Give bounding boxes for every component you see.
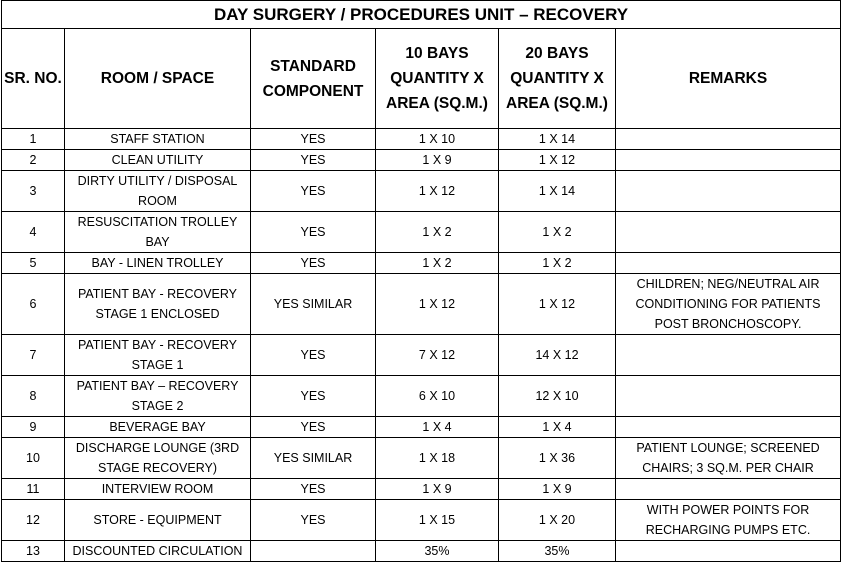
cell-remarks [616, 129, 841, 150]
cell-remarks [616, 479, 841, 500]
cell-remarks: WITH POWER POINTS FOR RECHARGING PUMPS ETC. [616, 500, 841, 541]
table-row [2, 129, 841, 150]
table-row [2, 212, 841, 253]
cell-remarks [616, 150, 841, 171]
table-row [2, 376, 841, 417]
cell-20-bays: 35% [499, 541, 616, 562]
cell-20-bays: 14 X 12 [499, 335, 616, 376]
cell-standard-component: YES [251, 376, 376, 417]
cell-10-bays: 6 X 10 [376, 376, 499, 417]
cell-standard-component [251, 541, 376, 562]
cell-room-space: PATIENT BAY – RECOVERY STAGE 2 [65, 376, 251, 417]
cell-standard-component: YES [251, 212, 376, 253]
cell-sr-no: 4 [2, 212, 65, 253]
cell-remarks [616, 212, 841, 253]
cell-room-space: STORE - EQUIPMENT [65, 500, 251, 541]
cell-20-bays: 1 X 4 [499, 417, 616, 438]
header-10-bays: 10 BAYS QUANTITY X AREA (SQ.M.) [376, 29, 499, 129]
cell-10-bays: 1 X 12 [376, 171, 499, 212]
table-row [2, 438, 841, 479]
table-row [2, 150, 841, 171]
cell-standard-component: YES [251, 150, 376, 171]
table-row [2, 274, 841, 335]
cell-remarks [616, 335, 841, 376]
cell-10-bays: 1 X 12 [376, 274, 499, 335]
cell-sr-no: 8 [2, 376, 65, 417]
cell-room-space: INTERVIEW ROOM [65, 479, 251, 500]
cell-sr-no: 6 [2, 274, 65, 335]
table-row [2, 417, 841, 438]
header-row [2, 29, 841, 129]
cell-room-space: DISCHARGE LOUNGE (3RD STAGE RECOVERY) [65, 438, 251, 479]
cell-room-space: STAFF STATION [65, 129, 251, 150]
cell-20-bays: 1 X 2 [499, 253, 616, 274]
table-row [2, 171, 841, 212]
cell-20-bays: 1 X 20 [499, 500, 616, 541]
cell-sr-no: 2 [2, 150, 65, 171]
cell-room-space: BEVERAGE BAY [65, 417, 251, 438]
cell-20-bays: 12 X 10 [499, 376, 616, 417]
cell-20-bays: 1 X 36 [499, 438, 616, 479]
cell-remarks [616, 171, 841, 212]
cell-10-bays: 1 X 2 [376, 253, 499, 274]
header-room-space: ROOM / SPACE [65, 29, 251, 129]
header-standard-component: STANDARD COMPONENT [251, 29, 376, 129]
cell-room-space: PATIENT BAY - RECOVERY STAGE 1 ENCLOSED [65, 274, 251, 335]
header-sr-no: SR. NO. [2, 29, 65, 129]
cell-20-bays: 1 X 14 [499, 171, 616, 212]
cell-room-space: PATIENT BAY - RECOVERY STAGE 1 [65, 335, 251, 376]
cell-remarks [616, 253, 841, 274]
table-row [2, 479, 841, 500]
recovery-unit-table [1, 0, 841, 562]
table-row [2, 335, 841, 376]
cell-sr-no: 3 [2, 171, 65, 212]
cell-room-space: CLEAN UTILITY [65, 150, 251, 171]
cell-sr-no: 13 [2, 541, 65, 562]
cell-room-space: RESUSCITATION TROLLEY BAY [65, 212, 251, 253]
cell-20-bays: 1 X 12 [499, 274, 616, 335]
cell-standard-component: YES [251, 129, 376, 150]
table-row [2, 541, 841, 562]
cell-sr-no: 5 [2, 253, 65, 274]
cell-20-bays: 1 X 14 [499, 129, 616, 150]
cell-sr-no: 1 [2, 129, 65, 150]
cell-remarks [616, 541, 841, 562]
cell-10-bays: 1 X 18 [376, 438, 499, 479]
cell-10-bays: 1 X 2 [376, 212, 499, 253]
cell-remarks [616, 417, 841, 438]
table-title: DAY SURGERY / PROCEDURES UNIT – RECOVERY [2, 1, 841, 29]
cell-10-bays: 35% [376, 541, 499, 562]
cell-standard-component: YES [251, 479, 376, 500]
cell-20-bays: 1 X 12 [499, 150, 616, 171]
header-remarks: REMARKS [616, 29, 841, 129]
table-row [2, 500, 841, 541]
cell-standard-component: YES [251, 171, 376, 212]
cell-remarks: CHILDREN; NEG/NEUTRAL AIR CONDITIONING FOR PATIENTS POST BRONCHOSCOPY. [616, 274, 841, 335]
cell-standard-component: YES [251, 417, 376, 438]
cell-10-bays: 1 X 9 [376, 150, 499, 171]
header-20-bays: 20 BAYS QUANTITY X AREA (SQ.M.) [499, 29, 616, 129]
cell-standard-component: YES [251, 335, 376, 376]
cell-10-bays: 7 X 12 [376, 335, 499, 376]
cell-sr-no: 9 [2, 417, 65, 438]
cell-standard-component: YES [251, 253, 376, 274]
cell-20-bays: 1 X 2 [499, 212, 616, 253]
cell-standard-component: YES [251, 500, 376, 541]
cell-remarks [616, 376, 841, 417]
cell-10-bays: 1 X 4 [376, 417, 499, 438]
cell-20-bays: 1 X 9 [499, 479, 616, 500]
cell-room-space: DISCOUNTED CIRCULATION [65, 541, 251, 562]
cell-10-bays: 1 X 9 [376, 479, 499, 500]
cell-remarks: PATIENT LOUNGE; SCREENED CHAIRS; 3 SQ.M. PER CHAIR [616, 438, 841, 479]
cell-standard-component: YES SIMILAR [251, 274, 376, 335]
cell-room-space: BAY - LINEN TROLLEY [65, 253, 251, 274]
cell-sr-no: 10 [2, 438, 65, 479]
cell-10-bays: 1 X 10 [376, 129, 499, 150]
cell-sr-no: 12 [2, 500, 65, 541]
cell-sr-no: 11 [2, 479, 65, 500]
cell-standard-component: YES SIMILAR [251, 438, 376, 479]
cell-room-space: DIRTY UTILITY / DISPOSAL ROOM [65, 171, 251, 212]
cell-sr-no: 7 [2, 335, 65, 376]
table-row [2, 253, 841, 274]
cell-10-bays: 1 X 15 [376, 500, 499, 541]
